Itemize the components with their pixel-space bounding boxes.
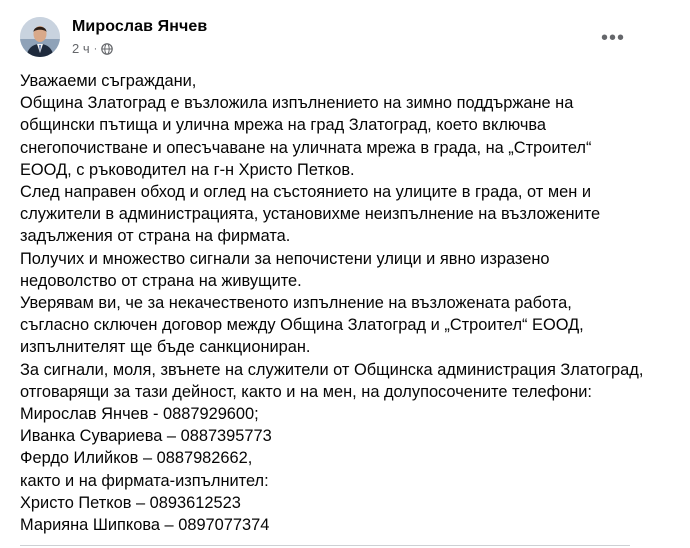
post-line: Иванка Сувариева – 0887395773 (20, 427, 272, 446)
avatar-portrait-icon (20, 17, 60, 57)
meta-separator: · (93, 42, 98, 55)
post-line: както и на фирмата-изпълнител: (20, 471, 269, 490)
post-timestamp[interactable]: 2 ч (72, 41, 90, 56)
post-line: изпълнителят ще бъде санкциониран. (20, 338, 311, 357)
post-line: Община Златоград е възложила изпълнението на зимно поддържане на (20, 94, 574, 113)
author-name[interactable]: Мирослав Янчев (72, 18, 208, 35)
post-line: Уважаеми съграждани, (20, 72, 197, 90)
post-line: съгласно сключен договор между Община Златоград и „Строител“ ЕООД, (20, 316, 584, 335)
post-line: Мирослав Янчев - 0887929600; (20, 405, 259, 424)
post-meta (72, 41, 113, 56)
post-line: ЕООД, с ръководител на г-н Христо Петков. (20, 160, 355, 179)
globe-icon[interactable] (101, 43, 113, 55)
post-line: отговарящи за тази дейност, както и на мен, на долупосочените телефони: (20, 382, 592, 401)
post-line: Получих и множество сигнали за непочистени улици и явно изразено (20, 249, 550, 268)
post-line: Христо Петков – 0893612523 (20, 493, 241, 512)
post-divider (20, 545, 630, 546)
post-line: служители в администрацията, установихме неизпълнение на възложените (20, 205, 601, 224)
post-line: За сигнали, моля, звънете на служители от Общинска администрация Златоград, (20, 360, 644, 379)
post-line: задължения от страна на фирмата. (20, 227, 291, 246)
post-line: общински пътища и улична мрежа на град Златоград, което включва (20, 116, 547, 135)
post-line: недоволство от страна на живущите. (20, 271, 302, 290)
post-body (20, 70, 660, 536)
post-line: Марияна Шипкова – 0897077374 (20, 516, 270, 535)
author-avatar[interactable] (20, 17, 60, 57)
more-options-icon[interactable]: ••• (600, 26, 625, 49)
post-line: снегопочистване и опесъчаване на уличната мрежа в града, на „Строител“ (20, 138, 592, 157)
post-line: Уверявам ви, че за некачественото изпълнение на възложената работа, (20, 294, 572, 313)
post-line: След направен обход и оглед на състоянието на улиците в града, от мен и (20, 183, 591, 202)
post-line: Фердо Илийков – 0887982662, (20, 449, 253, 468)
